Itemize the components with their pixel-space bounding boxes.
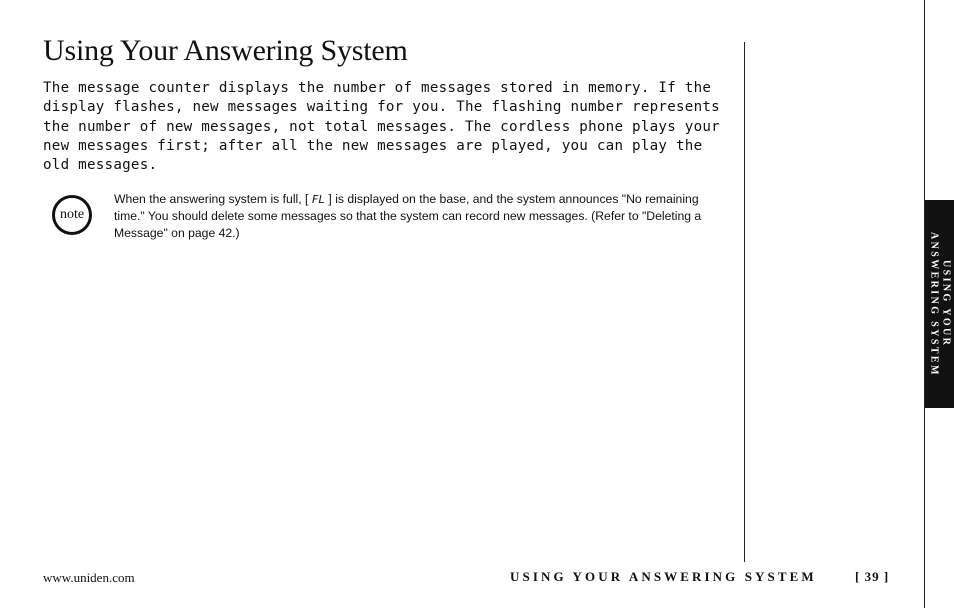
side-tab-line1: USING YOUR	[940, 260, 952, 348]
page-number: [ 39 ]	[855, 569, 890, 584]
column-divider	[744, 42, 745, 562]
note-text	[114, 191, 718, 242]
note-icon: note	[52, 195, 92, 235]
display-code: FL	[311, 193, 326, 206]
section-side-tab	[925, 200, 954, 408]
side-tab-line2: ANSWERING SYSTEM	[928, 231, 940, 377]
intro-paragraph: The message counter displays the number of messages stored in memory. If the display flashes, new messages waiting for you. The flashing number represents the number of new messages, not total messages. The cordless phone plays your new messages first; after all the new messages are played, you can play the old messages.	[43, 80, 720, 174]
page-title: Using Your Answering System	[43, 34, 408, 67]
side-tab-label	[928, 232, 952, 377]
note-text-before: When the answering system is full, [	[114, 192, 312, 206]
note-text-after: ] is displayed on the base, and the system announces "No remaining time." You should delete some messages so that the system can record new messages. (Refer to "Deleting a Message" on page 42.)	[114, 192, 702, 240]
footer-url: www.uniden.com	[43, 570, 135, 585]
footer-section-title: USING YOUR ANSWERING SYSTEM	[510, 569, 817, 584]
